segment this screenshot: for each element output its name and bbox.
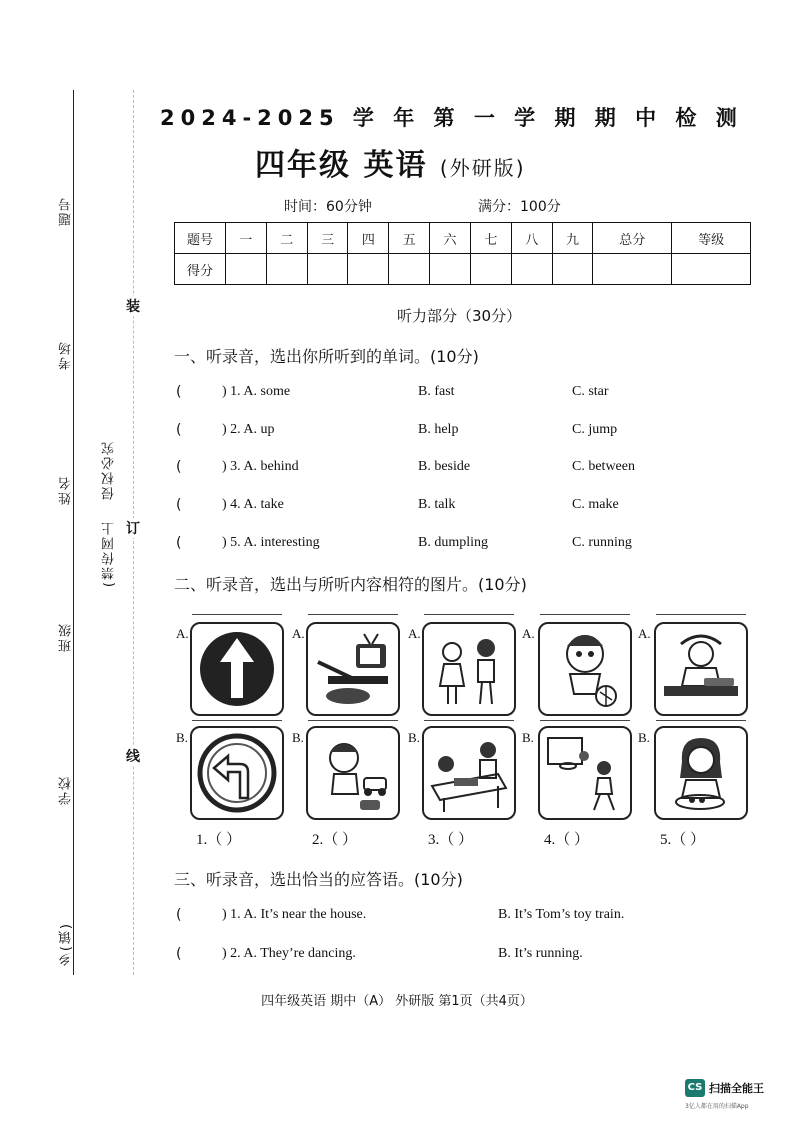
score-cell[interactable]	[430, 254, 471, 285]
page-footer: 四年级英语 期中（A） 外研版 第1页（共4页）	[261, 994, 533, 1009]
score-header-cell: 等级	[672, 223, 751, 254]
margin-label-class: 班级	[59, 622, 74, 652]
title-grade-subject: 四年级 英语	[255, 148, 428, 183]
score-header-cell: 五	[389, 223, 430, 254]
child-with-toys-icon[interactable]	[306, 726, 400, 820]
score-table-header-row	[175, 223, 751, 254]
two-children-talking-icon[interactable]	[422, 622, 516, 716]
s1-q3-option-b: B. beside	[418, 459, 471, 474]
score-cell[interactable]	[266, 254, 307, 285]
margin-label-question-no: 题号	[59, 196, 74, 226]
answer-paren[interactable]: (	[176, 422, 182, 438]
picture-letter-b: B.	[522, 730, 534, 745]
score-cell[interactable]	[672, 254, 751, 285]
picture-hanger-line	[424, 614, 514, 615]
s2-answer-slot-3[interactable]: 3.（ ）	[428, 832, 474, 848]
picture-hanger-line	[540, 614, 630, 615]
s1-q3-option-c: C. between	[572, 459, 635, 474]
score-cell[interactable]	[307, 254, 348, 285]
picture-letter-b: B.	[638, 730, 650, 745]
picture-letter-a: A.	[176, 626, 189, 641]
s2-answer-slot-4[interactable]: 4.（ ）	[544, 832, 590, 848]
exam-title-main	[255, 140, 526, 184]
s3-q2-option-a: ) 2. A. They’re dancing.	[222, 946, 356, 961]
s2-answer-slot-2[interactable]: 2.（ ）	[312, 832, 358, 848]
s2-answer-slot-5[interactable]: 5.（ ）	[660, 832, 706, 848]
s1-q1-option-c: C. star	[572, 384, 609, 399]
s1-q2-option-c: C. jump	[572, 422, 618, 437]
picture-hanger-line	[192, 720, 282, 721]
exam-time: 时间：60分钟	[284, 199, 372, 215]
score-header-cell: 九	[552, 223, 593, 254]
score-header-cell: 二	[266, 223, 307, 254]
straight-arrow-sign-icon[interactable]	[190, 622, 284, 716]
score-cell[interactable]	[348, 254, 389, 285]
girl-eating-icon[interactable]	[654, 726, 748, 820]
answer-paren[interactable]: (	[176, 907, 182, 923]
answer-paren[interactable]: (	[176, 459, 182, 475]
margin-label-school: 学校	[59, 775, 74, 805]
picture-hanger-line	[656, 614, 746, 615]
score-cell[interactable]	[226, 254, 267, 285]
score-header-cell: 三	[307, 223, 348, 254]
picture-hanger-line	[656, 720, 746, 721]
s1-q4-option-c: C. make	[572, 497, 619, 512]
s1-q1-option-a: ) 1. A. some	[222, 384, 291, 399]
picture-letter-a: A.	[522, 626, 535, 641]
s1-q2-option-b: B. help	[418, 422, 459, 437]
picture-letter-b: B.	[176, 730, 188, 745]
scanner-tagline: 3亿人都在用的扫描App	[685, 1103, 749, 1110]
exam-full-score: 满分：100分	[478, 199, 561, 215]
score-cell[interactable]	[552, 254, 593, 285]
s3-q2-option-b: B. It’s running.	[498, 946, 583, 961]
scanner-logo-icon: CS	[685, 1079, 705, 1097]
s3-q1-option-a: ) 1. A. It’s near the house.	[222, 907, 367, 922]
score-header-cell: 七	[470, 223, 511, 254]
exam-title-line: 2024-2025 学 年 第 一 学 期 期 中 检 测	[160, 106, 743, 130]
score-header-cell: 八	[511, 223, 552, 254]
picture-letter-b: B.	[292, 730, 304, 745]
score-header-cell: 总分	[593, 223, 672, 254]
margin-note-copyright: 侵权必究	[102, 440, 117, 500]
s1-q5-option-a: ) 5. A. interesting	[222, 535, 320, 550]
boy-basketball-icon[interactable]	[538, 726, 632, 820]
s2-answer-slot-1[interactable]: 1.（ ）	[196, 832, 242, 848]
s1-q1-option-b: B. fast	[418, 384, 455, 399]
score-header-cell: 四	[348, 223, 389, 254]
margin-note-no-upload: (禁传网上	[102, 520, 117, 588]
bind-char-ding: 订	[126, 518, 140, 538]
answer-paren[interactable]: (	[176, 946, 182, 962]
section2-title: 二、听录音，选出与所听内容相符的图片。(10分)	[174, 575, 527, 594]
s1-q5-option-b: B. dumpling	[418, 535, 489, 550]
answer-paren[interactable]: (	[176, 497, 182, 513]
scanner-app-name: 扫描全能王	[709, 1082, 764, 1095]
picture-hanger-line	[192, 614, 282, 615]
margin-label-name: 姓名	[59, 475, 74, 505]
bind-char-zhuang: 装	[126, 296, 140, 316]
picture-hanger-line	[540, 720, 630, 721]
picture-letter-a: A.	[292, 626, 305, 641]
picture-hanger-line	[308, 614, 398, 615]
title-edition: (外研版)	[439, 156, 526, 180]
tv-on-table-icon[interactable]	[306, 622, 400, 716]
score-cell[interactable]	[511, 254, 552, 285]
picture-letter-a: A.	[638, 626, 651, 641]
score-row-label: 得分	[175, 254, 226, 285]
score-table	[174, 222, 751, 285]
answer-paren[interactable]: (	[176, 535, 182, 551]
section1-title: 一、听录音，选出你所听到的单词。(10分)	[174, 347, 479, 366]
picture-letter-a: A.	[408, 626, 421, 641]
answer-paren[interactable]: (	[176, 384, 182, 400]
bind-char-xian: 线	[126, 746, 140, 766]
s1-q4-option-b: B. talk	[418, 497, 456, 512]
score-cell[interactable]	[389, 254, 430, 285]
margin-label-township: 乡(镇)	[59, 922, 74, 967]
s3-q1-option-b: B. It’s Tom’s toy train.	[498, 907, 625, 922]
score-table-score-row	[175, 254, 751, 285]
s1-q4-option-a: ) 4. A. take	[222, 497, 284, 512]
score-cell[interactable]	[593, 254, 672, 285]
picture-hanger-line	[308, 720, 398, 721]
child-with-ball-icon[interactable]	[538, 622, 632, 716]
picture-hanger-line	[424, 720, 514, 721]
score-header-cell: 六	[430, 223, 471, 254]
score-header-cell: 题号	[175, 223, 226, 254]
s1-q3-option-a: ) 3. A. behind	[222, 459, 299, 474]
s1-q5-option-c: C. running	[572, 535, 632, 550]
margin-label-exam-room: 考场	[59, 340, 74, 370]
s1-q2-option-a: ) 2. A. up	[222, 422, 275, 437]
score-cell[interactable]	[470, 254, 511, 285]
listening-section-title: 听力部分（30分）	[397, 307, 522, 325]
picture-letter-b: B.	[408, 730, 420, 745]
turn-left-sign-icon[interactable]	[190, 726, 284, 820]
section3-title: 三、听录音，选出恰当的应答语。(10分)	[174, 870, 463, 889]
person-cooking-icon[interactable]	[654, 622, 748, 716]
score-header-cell: 一	[226, 223, 267, 254]
children-at-table-icon[interactable]	[422, 726, 516, 820]
